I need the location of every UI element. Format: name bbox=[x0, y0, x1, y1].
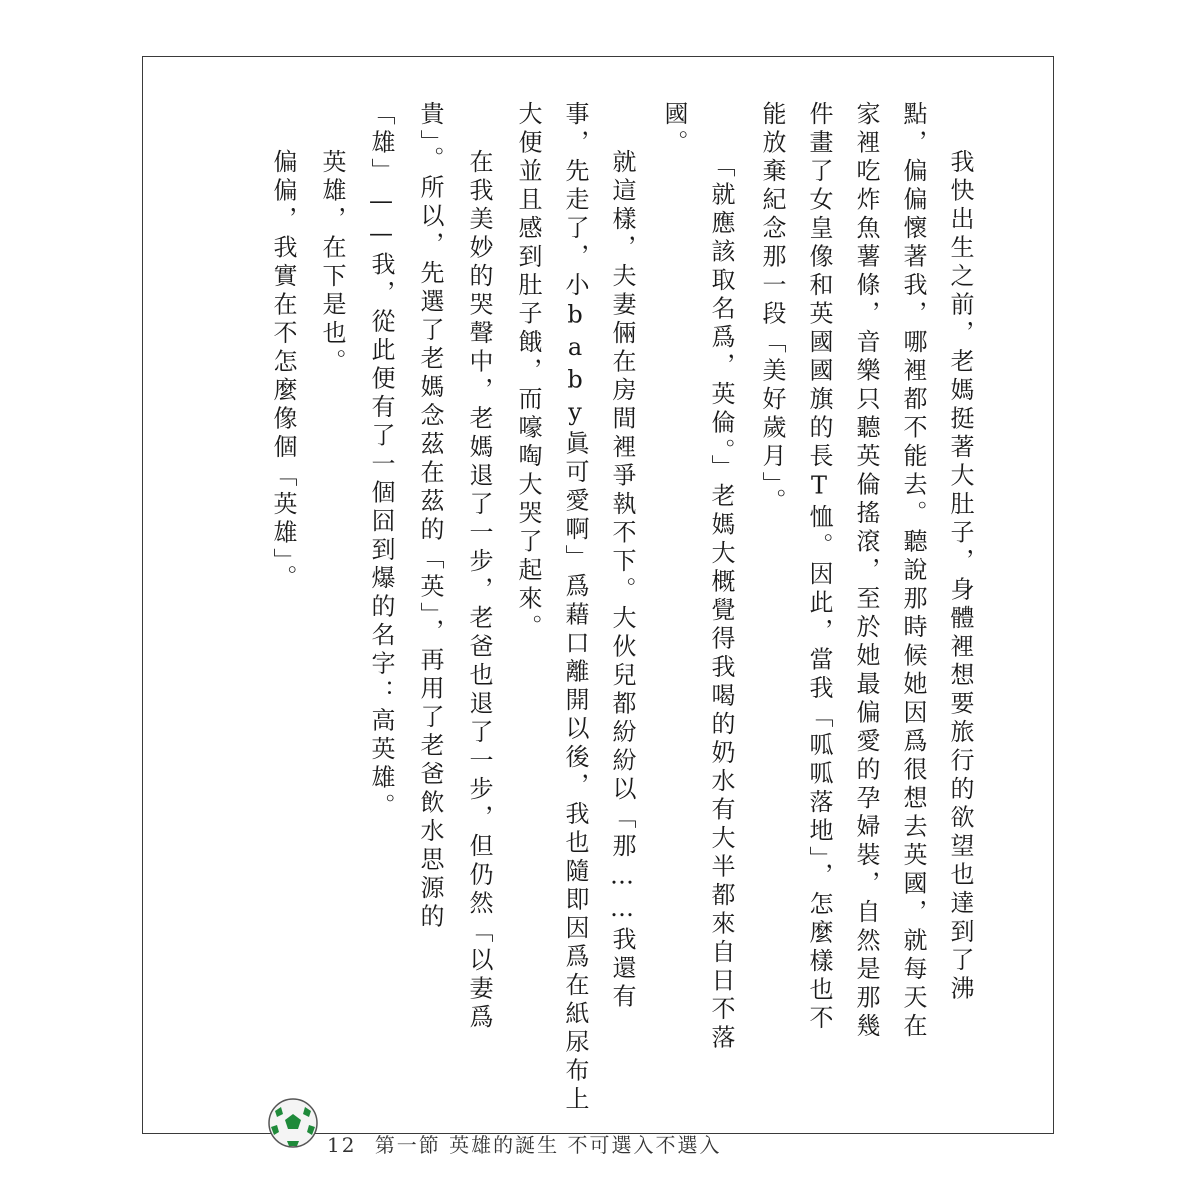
text-column: 能放棄紀念那一段「美好歲月」。 bbox=[758, 101, 786, 517]
text-column: 「雄」——我，從此便有了一個囧到爆的名字：高英雄。 bbox=[367, 101, 395, 822]
text-column: 事，先走了，小baby眞可愛啊」爲藉口離開以後，我也隨即因爲在紙尿布上 bbox=[561, 101, 589, 1115]
text-column: 點，偏偏懷著我，哪裡都不能去。聽說那時候她因爲很想去英國，就每天在 bbox=[899, 101, 927, 1042]
text-column: 就這樣，夫妻倆在房間裡爭執不下。大伙兒都紛紛以「那……我還有 bbox=[608, 149, 636, 1012]
page-number: 12 bbox=[327, 1133, 357, 1157]
text-column: 家裡吃炸魚薯條，音樂只聽英倫搖滾，至於她最偏愛的孕婦裝，自然是那幾 bbox=[852, 101, 880, 1042]
text-column: 貴」。所以，先選了老媽念茲在茲的「英」，再用了老爸飲水思源的 bbox=[416, 101, 444, 932]
text-column: 英雄，在下是也。 bbox=[318, 149, 346, 377]
running-title: 第一節 英雄的誕生 不可選入不選入 bbox=[374, 1133, 722, 1157]
text-column: 偏偏，我實在不怎麼像個「英雄」。 bbox=[269, 149, 297, 593]
text-column: 國。 bbox=[660, 101, 688, 158]
soccer-ball-icon bbox=[267, 1097, 319, 1149]
page-footer bbox=[327, 1129, 722, 1158]
text-column: 我快出生之前，老媽挺著大肚子，身體裡想要旅行的欲望也達到了沸 bbox=[946, 149, 974, 1004]
text-column: 大便並且感到肚子餓，而嚎啕大哭了起來。 bbox=[514, 101, 542, 643]
text-column: 件畫了女皇像和英國國旗的長T恤。因此，當我「呱呱落地」，怎麼樣也不 bbox=[805, 101, 833, 1034]
text-column: 「就應該取名爲，英倫。」老媽大概覺得我喝的奶水有大半都來自日不落 bbox=[707, 153, 735, 1053]
text-column: 在我美妙的哭聲中，老媽退了一步，老爸也退了一步，但仍然「以妻爲 bbox=[465, 149, 493, 1033]
book-page bbox=[142, 56, 1054, 1157]
